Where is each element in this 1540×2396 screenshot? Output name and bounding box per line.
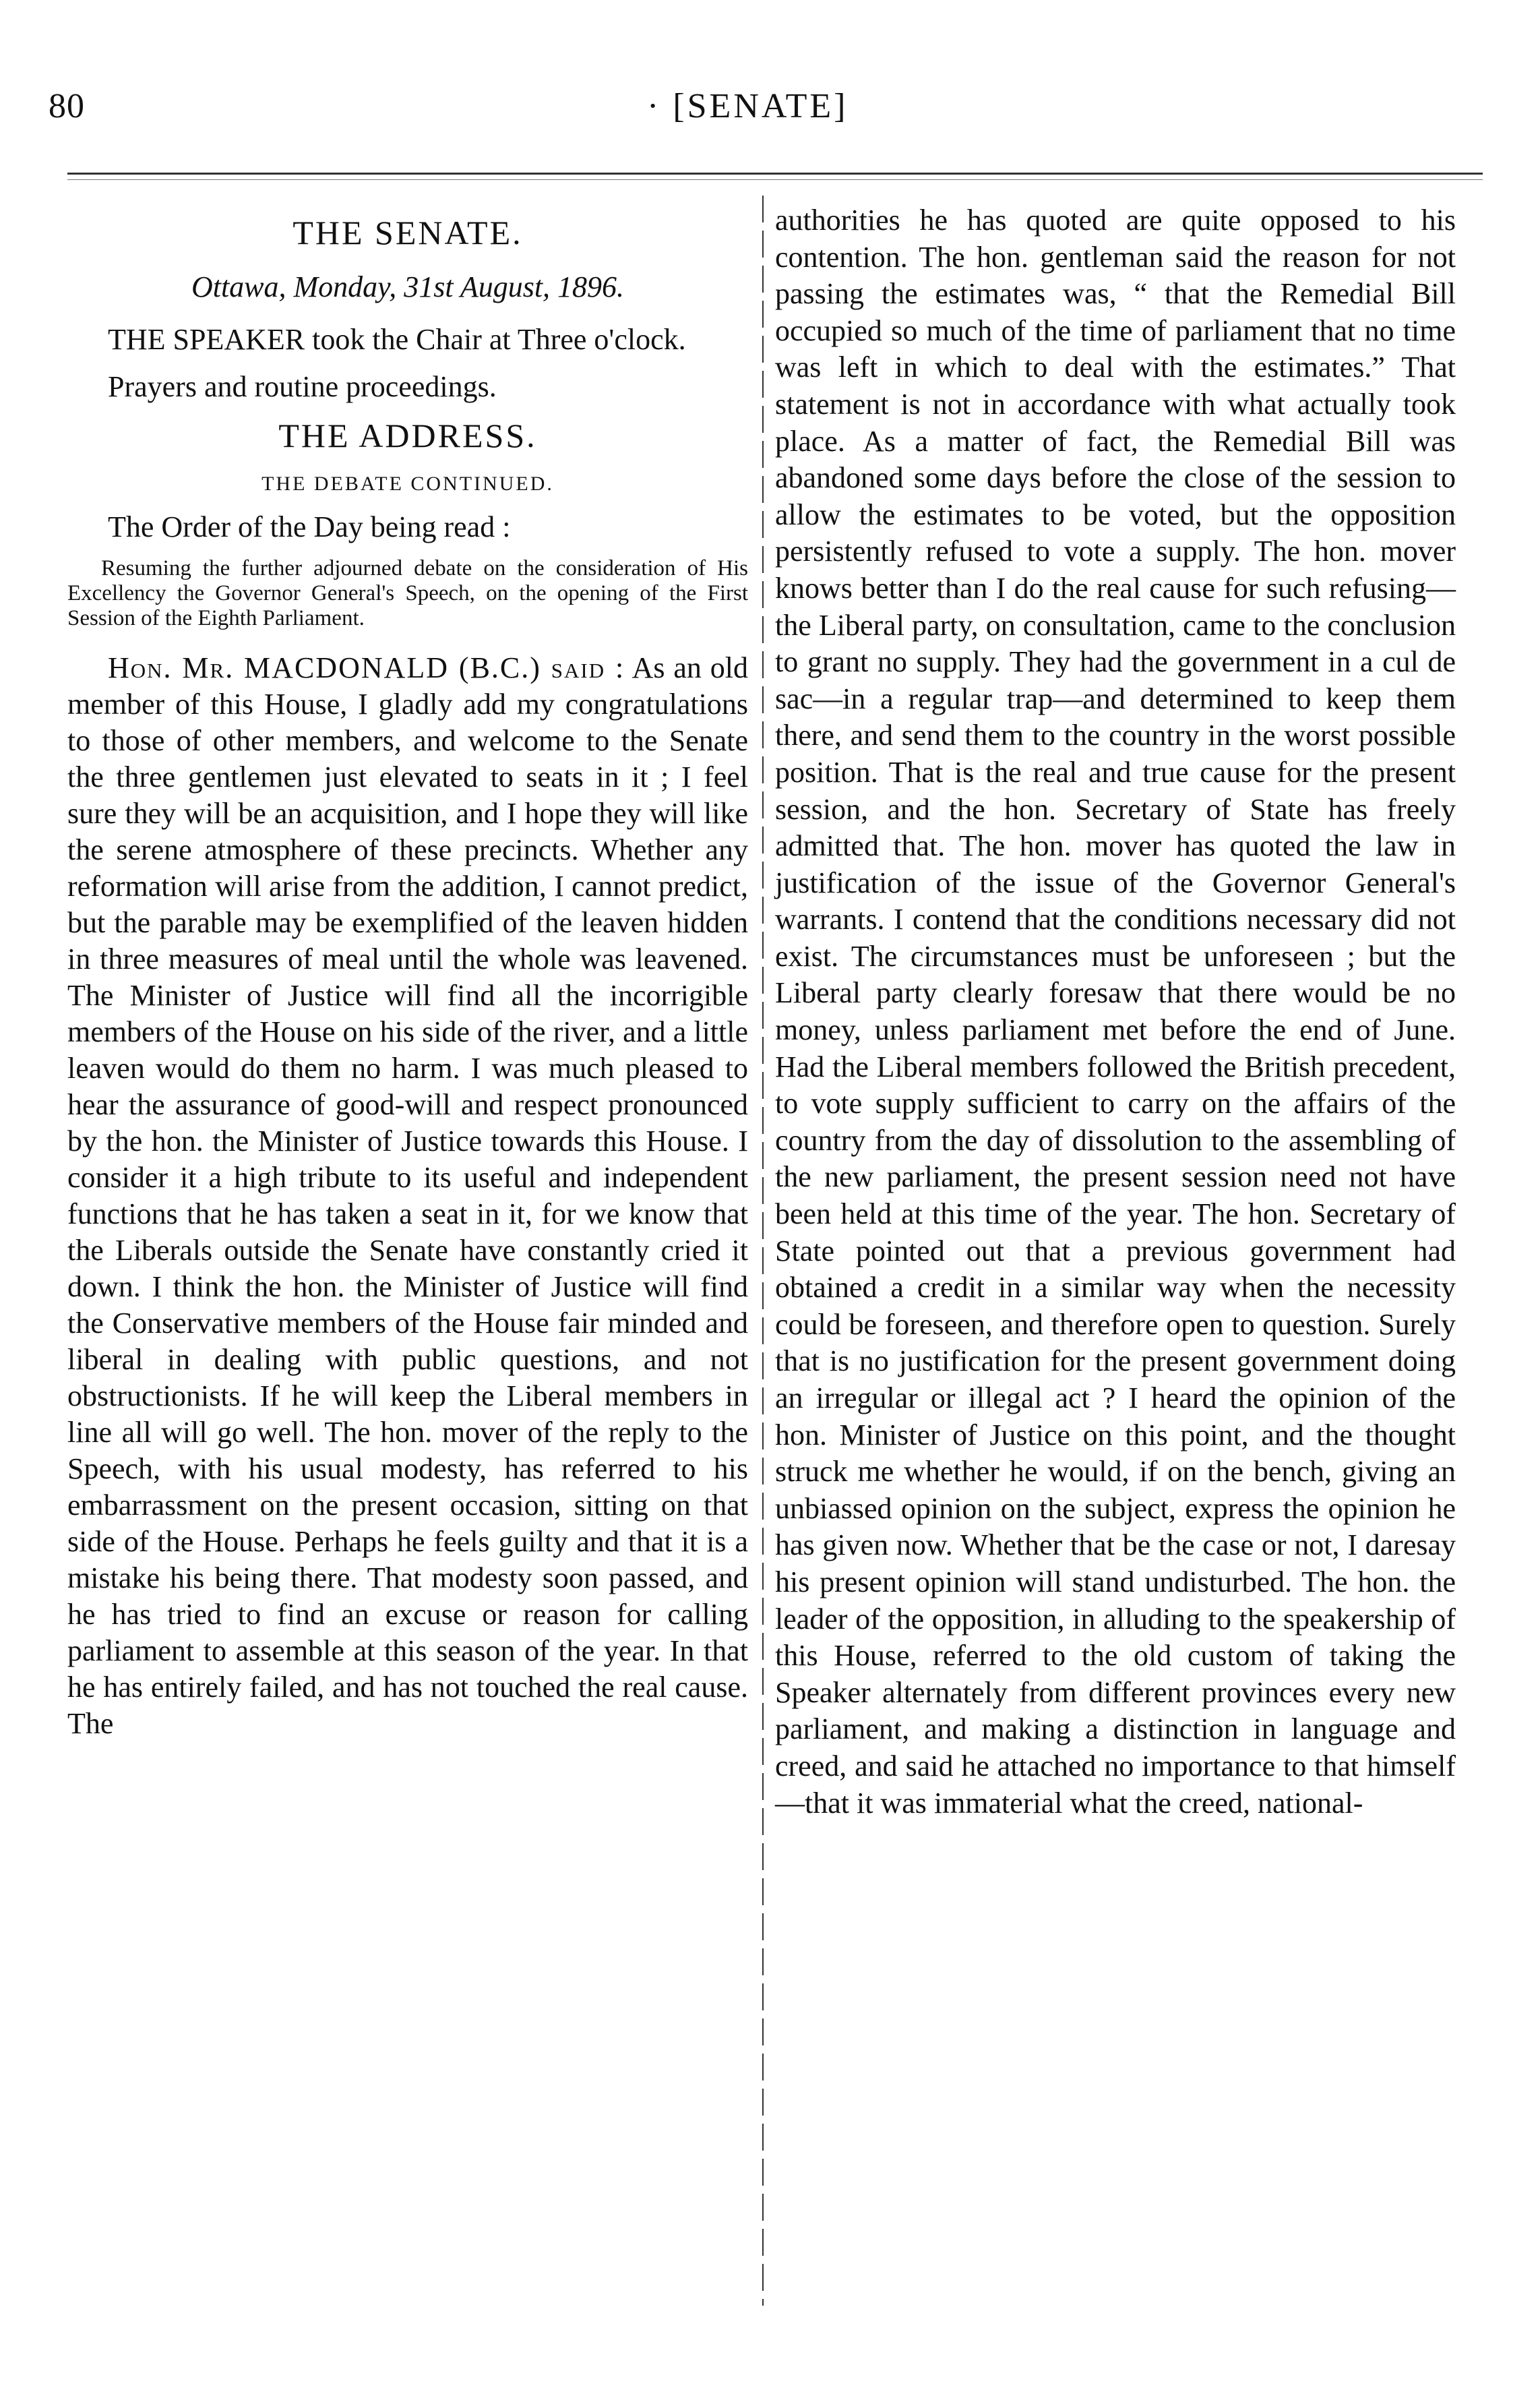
- running-head: · [SENATE]: [647, 87, 849, 125]
- header-rule: [67, 173, 1483, 175]
- address-heading: THE ADDRESS.: [278, 417, 537, 454]
- speech-text: As an old member of this House, I gladly add my congratulations to those of other members, and welcome to the Senate the three gentlemen just elevated to seats in it ; I feel sure they will be an acquisition, and I hope they will like the serene atmosphere of these precincts. Whether any reformation will arise from the addition, I cannot predict, but the parable may be exemplified of the leaven hidden in three measures of meal until the whole was leavened. The Minister of Justice will find all the incorrigible members of the House on his side of the river, and a little leaven would do them no harm. I was much pleased to hear the assurance of good-will and respect pronounced by the hon. the Minister of Justice towards this House. I consider it a high tribute to its useful and independent functions that he has taken a seat in it, for we know that the Liberals outside the Senate have constantly cried it down. I think the hon. the Minister of Justice will find the Conservative members of the House fair minded and liberal in dealing with public questions, and not obstructionists. If he will keep the Liberal members in line all will go well. The hon. mover of the reply to the Speech, with his usual modesty, has referred to his embarrassment on the present occasion, sitting on that side of the House. Perhaps he feels guilty and that it is a mistake his being there. That modesty soon passed, and he has tried to find an excuse or reason for calling parliament to assemble at this season of the year. In that he has entirely failed, and has not touched the real cause. The: [67, 651, 749, 1740]
- speaker-took-chair: THE SPEAKER took the Chair at Three o'clock.: [108, 323, 686, 356]
- right-column: [775, 202, 1456, 1822]
- speaker-name: Hon. Mr. MACDONALD (B.C.) said :: [108, 651, 625, 684]
- left-column: [67, 202, 748, 1753]
- section-title: THE SENATE.: [292, 214, 523, 251]
- speech-paragraph: [67, 650, 748, 1742]
- order-of-day: The Order of the Day being read :: [108, 510, 511, 543]
- debate-subheading: THE DEBATE CONTINUED.: [261, 473, 554, 495]
- page-number: 80: [49, 87, 85, 125]
- continued-speech: authorities he has quoted are quite opposed to his contention. The hon. gentleman said the reason for not passing the estimates was, “ that the Remedial Bill occupied so much of the time of parliament that no time was left in which to deal with the estimates.” That statement is not in accordance with what actually took place. As a matter of fact, the Remedial Bill was abandoned some days before the close of the session to allow the estimates to be voted, but the opposition persistently refused to vote a supply. The hon. mover knows better than I do the real cause for such refusing—the Liberal party, on consultation, came to the conclusion to grant no supply. They had the government in a cul de sac—in a regular trap—and determined to keep them there, and send them to the country in the worst possible position. That is the real and true cause for the present session, and the hon. Secretary of State has freely admitted that. The hon. mover has quoted the law in justification of the issue of the Governor General's warrants. I contend that the conditions necessary did not exist. The circumstances must be unforeseen ; but the Liberal party clearly foresaw that there would be no money, unless parliament met before the end of June. Had the Liberal members followed the British precedent, to vote supply sufficient to carry on the affairs of the country from the day of dissolution to the assembling of the new parliament, the present session need not have been held at this time of the year. The hon. Secretary of State pointed out that a previous government had obtained a credit in a similar way when the necessity could be foreseen, and therefore open to question. Surely that is no justification for the present government doing an irregular or illegal act ? I heard the opinion of the hon. Minister of Justice on this point, and the thought struck me whether he would, if on the bench, giving an unbiassed opinion on the subject, express the opinion he has given now. Whether that be the case or not, I daresay his present opinion will stand undisturbed. The hon. the leader of the opposition, in alluding to the speakership of this House, referred to the old custom of taking the Speaker alternately from different provinces every new parliament, and making a distinction in language and creed, and said he attached no importance to that himself—that it was immaterial what the creed, national-: [775, 204, 1456, 1820]
- dateline: Ottawa, Monday, 31st August, 1896.: [191, 270, 625, 303]
- column-divider: [762, 196, 764, 2306]
- prayers-line: Prayers and routine proceedings.: [108, 370, 497, 403]
- motion-text: Resuming the further adjourned debate on the consideration of His Excellency the Governor General's Speech, on the opening of the First Session of the Eighth Parliament.: [67, 556, 748, 630]
- header-rule-thin: [67, 179, 1483, 180]
